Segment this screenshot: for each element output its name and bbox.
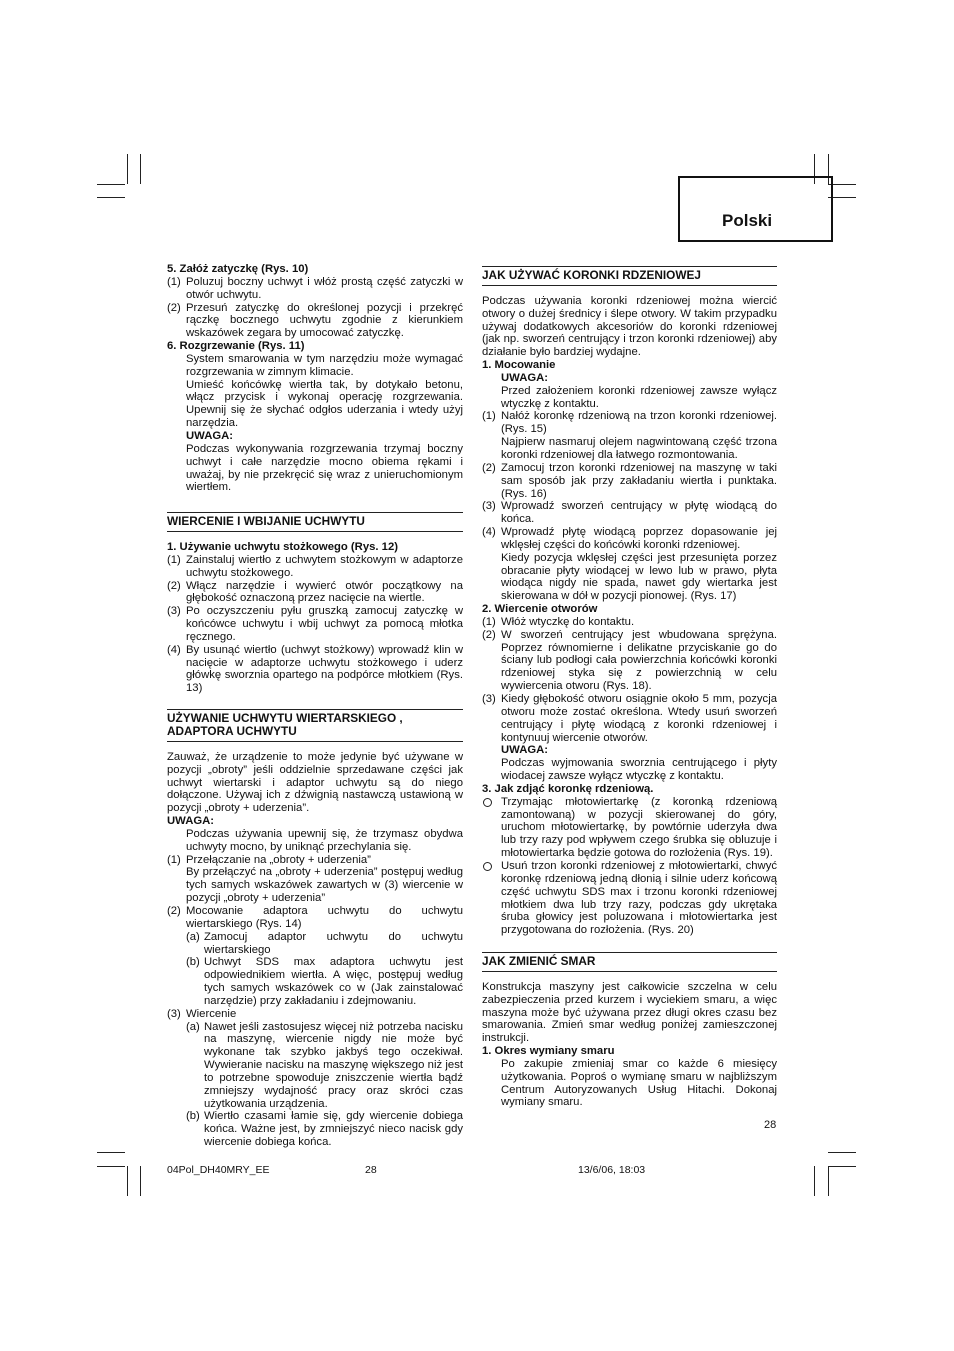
paragraph: Umieść końcówkę wiertła tak, by dotykało betonu, włącz przycisk i wykonaj operację rozgrzewania. Upewnij się że słychać odgłos uderzania i wtedy użyj narzędzia. [186, 378, 463, 430]
crop-mark [828, 1166, 829, 1196]
paragraph: Zauważ, że urządzenie to może jedynie być używane w pozycji „obroty” jeśli oddzielnie sprzedawane części jak uchwyt wiertarski i adaptor uchwytu są do niego dołączone. Używaj ich z dźwignią nastawczą ustawioną w pozycji „obroty + uderzenia”. [167, 750, 463, 815]
sub-list-item: (a) Nawet jeśli zastosujesz więcej niż potrzeba nacisku na maszynę, wiercenie nigdy nie może być wykonane tak szybko jakbyś tego oczekiwał. Wywieranie nacisku na maszynę większego niż jest to potrzebne spowoduje zniszczenie wiertła bądź zmniejszy wydajność pracy oraz skróci czas użytkowania urządzenia. [186, 1020, 463, 1110]
step-heading: 6. Rozgrzewanie (Rys. 11) [167, 340, 305, 353]
list-item: (2) Zamocuj trzon koronki rdzeniowej na maszynę w taki sam sposób jak przy zakładaniu wiertła i punktaka. (Rys. 16) [482, 461, 777, 500]
crop-mark [828, 1152, 856, 1153]
paragraph: Przed założeniem koronki rdzeniowej zawsze wyłącz wtyczkę z kontaktu. [501, 384, 777, 410]
crop-mark [140, 1166, 141, 1196]
sub-list-item: (b) Wiertło czasami łamie się, gdy wiercenie dobiega końca. Ważne jest, by zmniejszyć nieco nacisk gdy wiercenie dobiega końca. [186, 1110, 463, 1149]
note-label: UWAGA: [501, 744, 549, 757]
list-item: (3) Wiercenie [167, 1007, 237, 1020]
footer-filename: 04Pol_DH40MRY_EE [167, 1164, 270, 1176]
note-label: UWAGA: [186, 429, 234, 442]
list-item: (3) Kiedy głębokość otworu osiągnie około 5 mm, pozycja otworu może zostać określona. Wtedy usuń sworzeń centrujący i płytę wiodącą z koronki rdzeniowej i kontynuuj wiercenie otworów. [482, 693, 777, 744]
paragraph: Podczas używania upewnij się, że trzymasz obydwa uchwyty mocno, by uniknąć przechylania się. [186, 827, 463, 853]
section-heading: WIERCENIE I WBIJANIE UCHWYTU [167, 512, 463, 532]
paragraph: Najpierw nasmaruj olejem nagwintowaną część trzona koronki rdzeniowej dla łatwego rozmontowania. [501, 436, 777, 461]
list-item: (4) By usunąć wiertło (uchwyt stożkowy) wprowadź klin w nacięcie w adaptorze uchwytu stożkowego i uderz główkę sworznia opartego na podpórce młotkiem (Rys. 13) [167, 643, 463, 695]
circle-bullet-icon [483, 862, 492, 871]
paragraph: Konstrukcja maszyny jest całkowicie szczelna w celu zabezpieczenia przed kurzem i wyciekiem smaru, a więc maszyna może być używana przez długi okres czasu bez smarowania. Zmień smar według poniżej zamieszczonej instrukcji. [482, 980, 777, 1045]
bullet-item: Usuń trzon koronki rdzeniowej z młotowiertarki, chwyć koronkę rdzeniową jedną dłonią i silnie uderz końcową część uchwytu SDS max i trzonu koronki rdzeniowej młotkiem dwa lub trzy razy, podczas gdy ukrętaka śruba głowicy jest poluzowana i młotowiertarka jest przygotowana do rozłożenia. (Rys. 20) [482, 860, 777, 937]
footer-timestamp: 13/6/06, 18:03 [578, 1164, 646, 1176]
list-item: (3) Po oczyszczeniu pyłu gruszką zamocuj zatyczkę w końcówce uchwytu i wbij uchwyt za pomocą młotka ręcznego. [167, 605, 463, 643]
list-item: (1) Włóż wtyczkę do kontaktu. [482, 615, 635, 628]
paragraph: System smarowania w tym narzędziu może wymagać rozgrzewania w zimnym klimacie. [186, 352, 463, 378]
crop-mark [97, 184, 125, 185]
circle-bullet-icon [483, 798, 492, 807]
list-item: (1) Nałóż koronkę rdzeniową na trzon koronki rdzeniowej. (Rys. 15) [482, 410, 777, 436]
crop-mark [97, 1166, 125, 1167]
crop-mark [127, 1166, 128, 1196]
step-heading: 1. Używanie uchwytu stożkowego (Rys. 12) [167, 541, 399, 554]
paragraph: Podczas używania koronki rdzeniowej można wiercić otwory o dużej średnicy i ślepe otwory. W takim przypadku używaj dodatkowych akcesoriów do koronki rdzeniowej (jak np. sworzeń centrujący i trzon koronki rdzeniowej) aby działanie było bardziej wydajne. [482, 294, 777, 359]
sub-list-item: (b) Uchwyt SDS max adaptora uchwytu jest odpowiednikiem wiertła. A więc, postępuj według tych samych wskazówek co w (Jak zainstalować narzędzie) przy zakładaniu i zdejmowaniu. [186, 956, 463, 1007]
list-item: (1) Zainstaluj wiertło z uchwytem stożkowym w adaptorze uchwytu stożkowego. [167, 553, 463, 579]
list-item: (2) Włącz narzędzie i wywierć otwór początkowy na głębokość oznaczoną przez nacięcie na wiertle. [167, 579, 463, 605]
section-heading: JAK ZMIENIĆ SMAR [482, 952, 777, 972]
footer-page: 28 [365, 1164, 377, 1176]
list-item: (2) Przesuń zatyczkę do określonej pozycji i przekręć rączkę bocznego uchwytu zgodnie z kierunkiem wskazówek zegara by umocować zatyczkę. [167, 301, 463, 340]
crop-mark [814, 1166, 815, 1196]
list-item: (3) Wprowadź sworzeń centrujący w płytę wiodącą do końca. [482, 500, 777, 526]
step-heading: 2. Wiercenie otworów [482, 603, 598, 616]
paragraph: By przełączyć na „obroty + uderzenia” postępuj według tych samych wskazówek zawartych w (3) wiercenie w pozycji „obroty + uderzenia” [186, 866, 463, 905]
list-item: (2) W sworzeń centrujący jest wbudowana sprężyna. Poprzez równomierne i delikatne przyciskanie go do ściany lub podłogi cała powierzchnia końcówki koronki rdzeniowej styka się z powierzchnią w celu wywiercenia otworu (Rys. 18). [482, 628, 777, 693]
language-tab [678, 176, 833, 242]
crop-mark [127, 154, 128, 184]
crop-mark [97, 197, 125, 198]
crop-mark [140, 154, 141, 184]
crop-mark [828, 1166, 856, 1167]
paragraph: Kiedy pozycja wklęsłej części jest przesunięta porzez obracanie płyty wiodącej w lewo lub w prawo, płyta wiodąca nigdy nie spada, nawet gdy wiertarka jest skierowana w dół w pozycji pionowej. (Rys. 17) [501, 551, 777, 603]
list-item: (4) Wprowadź płytę wiodącą poprzez dopasowanie jej wklęsłej części do końcówki koronki rdzeniowej. [482, 526, 777, 551]
page-number: 28 [764, 1119, 777, 1131]
step-heading: 1. Mocowanie [482, 359, 556, 372]
step-heading: 3. Jak zdjąć koronkę rdzeniową. [482, 782, 654, 795]
step-heading: 5. Załóż zatyczkę (Rys. 10) [167, 263, 309, 275]
left-column [167, 263, 463, 1149]
list-item: (1) Przełączanie na „obroty + uderzenia” [167, 853, 371, 866]
right-column [482, 266, 777, 1109]
paragraph: Po zakupie zmieniaj smar co każde 6 miesięcy użytkowania. Poproś o wymianę smaru w najbliższym Centrum Autoryzowanych Usług Hitachi. Dokonaj wymiany smaru. [501, 1057, 777, 1109]
paragraph: Podczas wyjmowania sworznia centrującego i płyty wiodacej zawsze wyłącz wtyczkę z kontaktu. [501, 757, 777, 783]
language-label: Polski [722, 211, 773, 230]
section-heading: JAK UŻYWAĆ KORONKI RDZENIOWEJ [482, 266, 777, 286]
crop-mark [97, 1152, 125, 1153]
paragraph: Podczas wykonywania rozgrzewania trzymaj boczny uchwyt i całe narzędzie mocno obiema rękami i uważaj, by nie przekręcić się wraz z unieruchomionym wiertłem. [186, 442, 463, 494]
section-heading: UŻYWANIE UCHWYTU WIERTARSKIEGO , ADAPTORA UCHWYTU [167, 709, 463, 742]
step-heading: 1. Okres wymiany smaru [482, 1045, 615, 1058]
note-label: UWAGA: [167, 815, 215, 828]
list-item: (1) Poluzuj boczny uchwyt i włóż prostą część zatyczki w otwór uchwytu. [167, 275, 463, 301]
sub-list-item: (a) Zamocuj adaptor uchwytu do uchwytu wiertarskiego [186, 930, 463, 956]
list-item: (2) Mocowanie adaptora uchwytu do uchwytu wiertarskiego (Rys. 14) [167, 904, 463, 930]
note-label: UWAGA: [501, 371, 549, 384]
bullet-item: Trzymając młotowiertarkę (z koronką rdzeniową zamontowaną) w pozycji skierowanej do góry, uruchom młotowiertarkę, by powtórnie uderzyła dwa lub trzy razy pod wpływem czego śrubka się obluzuje i młotowiertarka będzie gotowa do rozłożenia (Rys. 19). [482, 796, 777, 860]
